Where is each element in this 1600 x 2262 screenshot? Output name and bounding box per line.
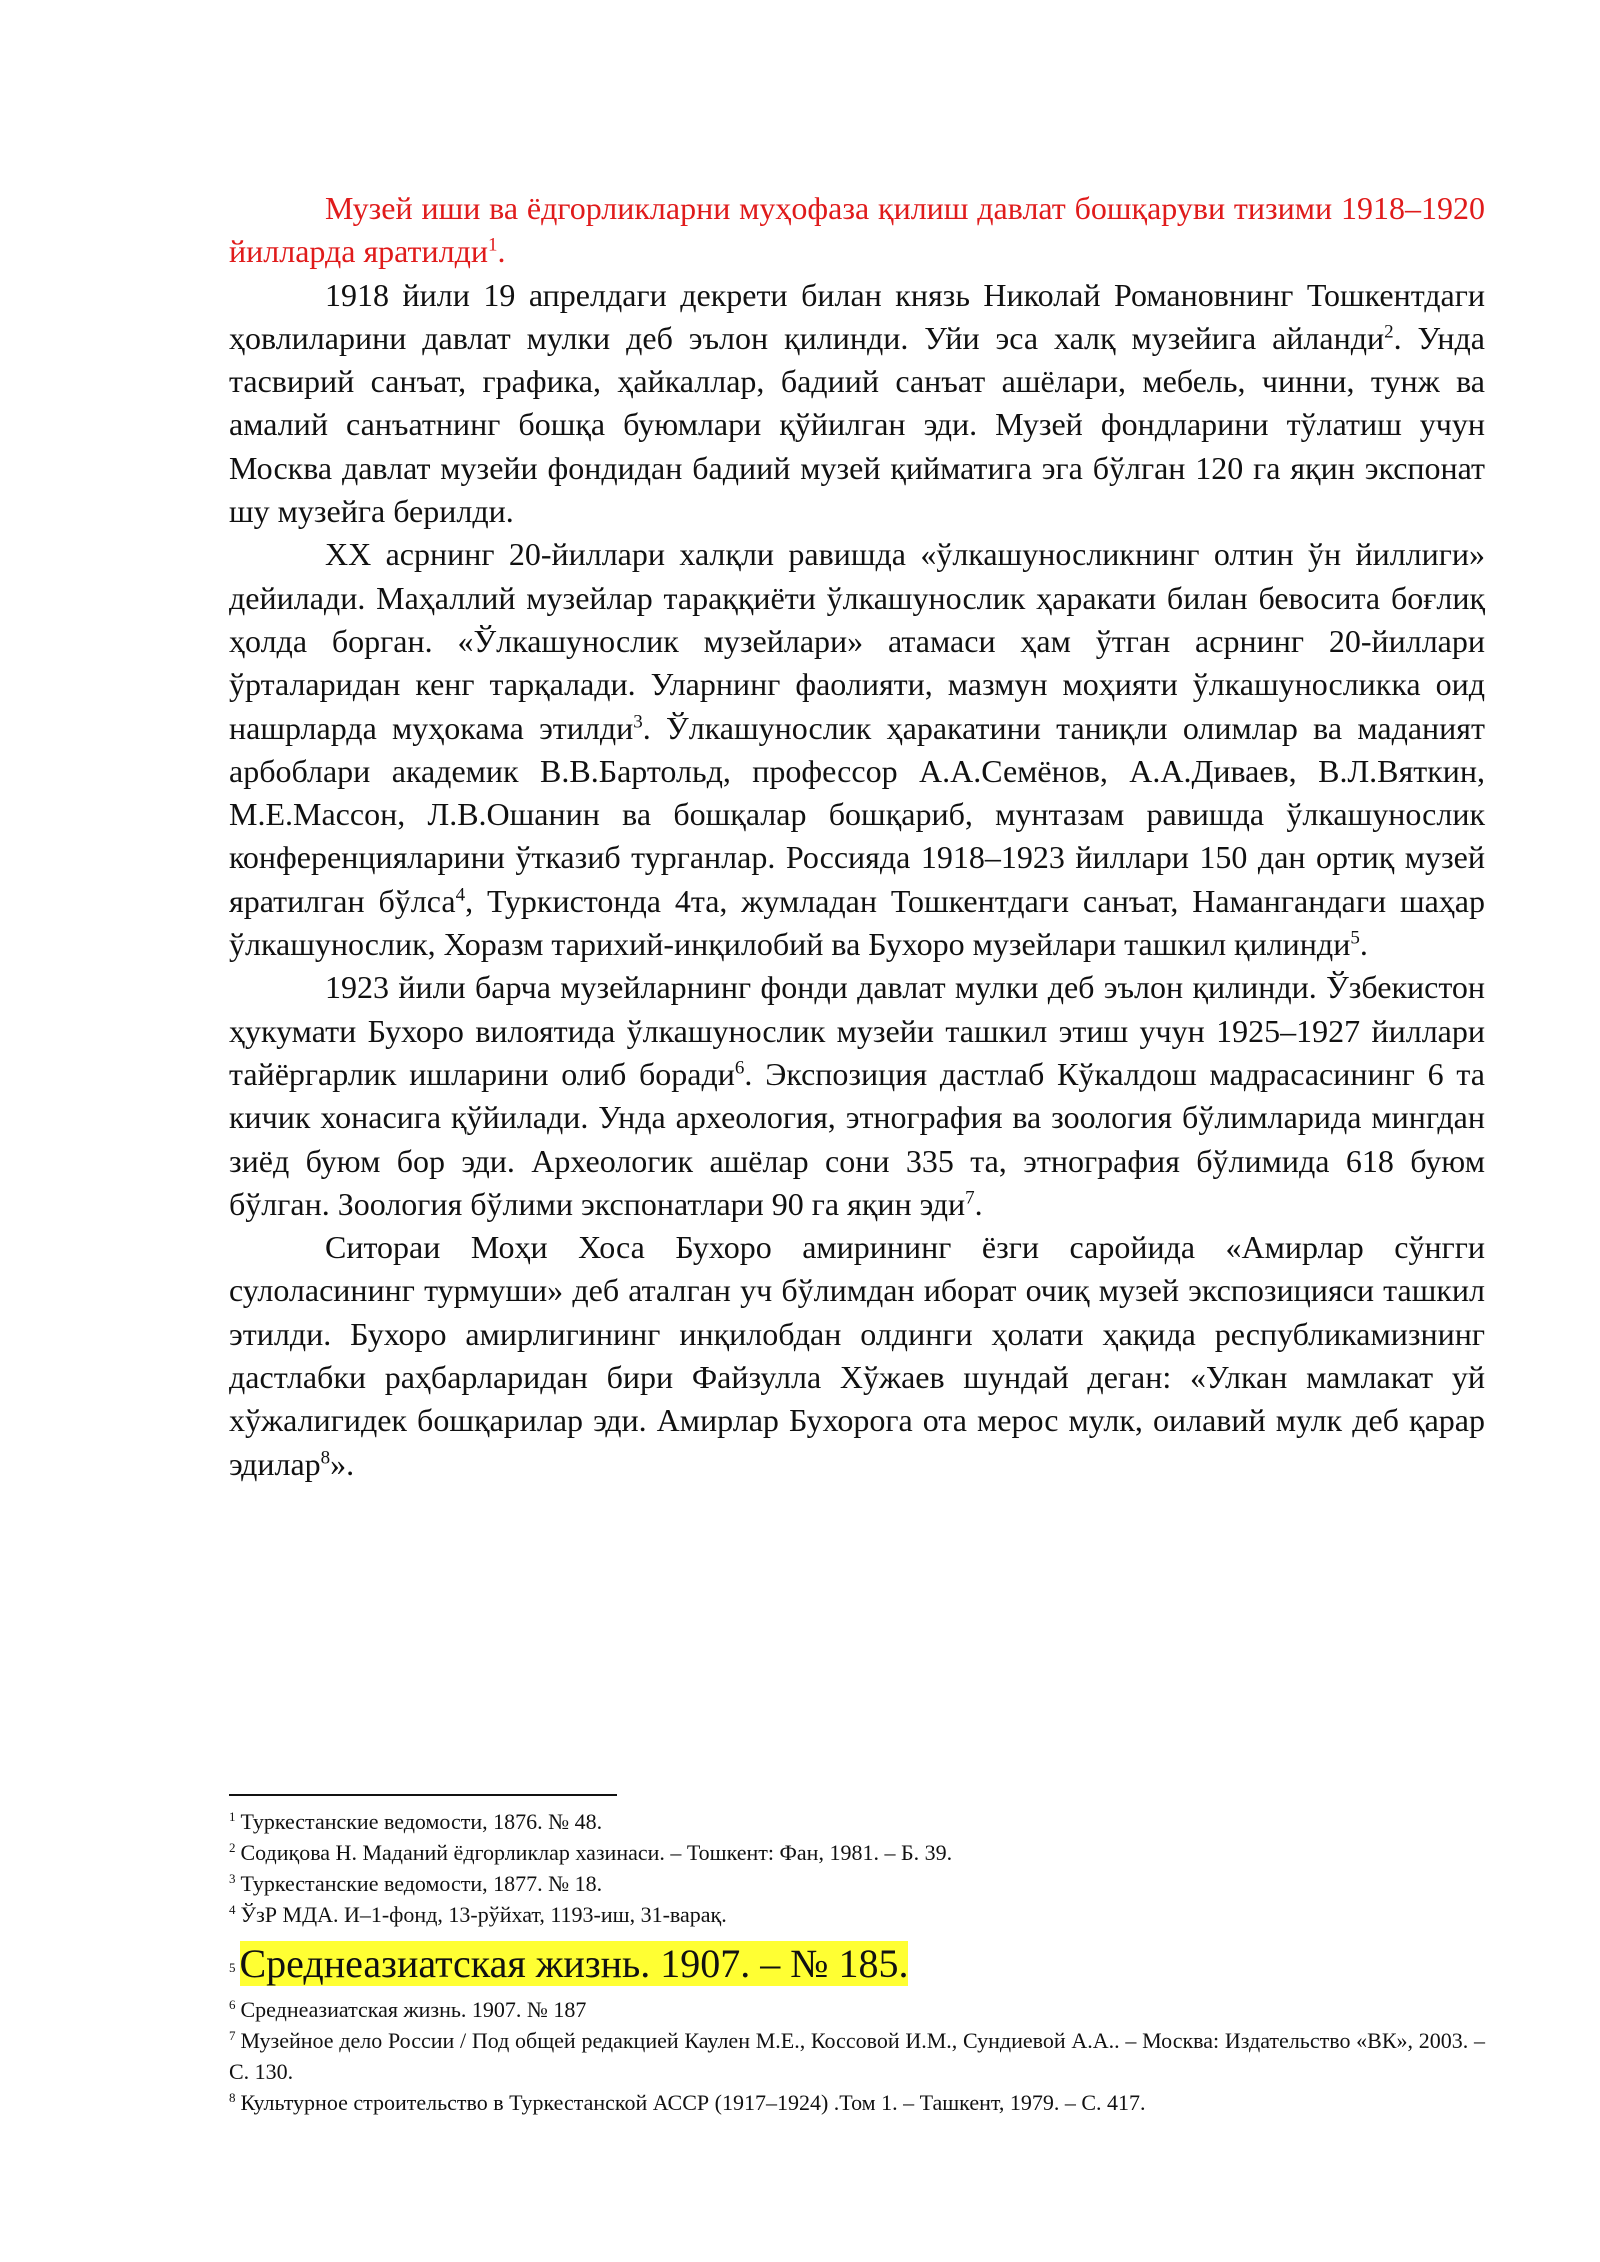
footnotes [229, 1806, 1485, 2118]
paragraph-2: XX асрнинг 20-йиллари халқли равишда «ўлкашуносликнинг олтин ўн йиллиги» дейилади. Маҳаллий музейлар тараққиёти ўлкашунослик ҳаракати билан бевосита боғлиқ ҳолда борган. «Ўлкашунослик музейлари» атамаси ҳам ўтган асрнинг 20-йиллари ўрталаридан кенг тарқалади. Уларнинг фаолияти, мазмун моҳияти ўлкашуносликка оид нашрларда муҳокама этилди$^3$. Ўлкашунослик ҳаракатини таниқли олимлар ва маданият арбоблари академик В.В.Бартольд, профессор А.А.Семёнов, А.А.Диваев, В.Л.Вяткин, М.Е.Массон, Л.В.Ошанин ва бошқалар бошқариб, мунтазам равишда ўлкашунослик конференцияларини ўтказиб турганлар. Россияда 1918–1923 йиллари 150 дан ортиқ музей яратилган бўлса$^4$, Туркистонда 4та, жумладан Тошкентдаги санъат, Намангандаги шаҳар ўлкашунослик, Хоразм тарихий-инқилобий ва Бухоро музейлари ташкил қилинди$^5$. [229, 536, 1486, 963]
footnote-ref[interactable]: 1 [488, 234, 498, 256]
footnote-8: $^8$ Культурное строительство в Туркестанской АССР (1917–1924) .Том 1. – Ташкент, 1979. – С. 417. [229, 2089, 1146, 2115]
footnote-separator [229, 1794, 617, 1796]
footnote-3: $^3$ Туркестанские ведомости, 1877. № 18. [229, 1870, 603, 1896]
footnote-6: $^6$ Среднеазиатская жизнь. 1907. № 187 [229, 1996, 587, 2022]
footnote-ref[interactable]: 7 [965, 1187, 975, 1209]
section-heading: Музей иши ва ёдгорликларни муҳофаза қилиш давлат бошқаруви тизими 1918–1920 йилларда яратилди$^1$. [229, 190, 1485, 270]
footnote-5: 5 Среднеазиатская жизнь. 1907. – № 185. [229, 1941, 909, 1986]
footnote-ref[interactable]: 6 [734, 1057, 745, 1079]
highlighted-text: Среднеазиатская жизнь. 1907. – № 185. [239, 1941, 909, 1986]
footnote-ref[interactable]: 5 [1350, 927, 1360, 949]
footnote-ref[interactable]: 2 [1384, 321, 1394, 343]
paragraph-1: 1918 йили 19 апрелдаги декрети билан князь Николай Романовнинг Тошкентдаги ҳовлиларини давлат мулки деб эълон қилинди. Уйи эса халқ музейига айланди$^2$. Унда тасвирий санъат, графика, ҳайкаллар, бадиий санъат ашёлари, мебель, чинни, тунж ва амалий санъатнинг бошқа буюмлари қўйилган эди. Музей фондларини тўлатиш учун Москва давлат музейи фондидан бадиий музей қийматига эга бўлган 120 га яқин экспонат шу музейга берилди. [229, 276, 1486, 530]
footnote-4: $^4$ ЎзР МДА. И–1-фонд, 13-рўйхат, 1193-иш, 31-варақ. [229, 1901, 727, 1927]
paragraph-4: Ситораи Моҳи Хоса Бухоро амирининг ёзги саройида «Амирлар сўнгги сулоласининг турмуши» деб аталган уч бўлимдан иборат очиқ музей экспозицияси ташкил этилди. Бухоро амирлигининг инқилобдан олдинги ҳолати ҳақида республикамизнинг дастлабки раҳбарларидан бири Файзулла Хўжаев шундай деган: «Улкан мамлакат уй хўжалигидек бошқарилар эди. Амирлар Бухорога ота мерос мулк, оилавий мулк деб қарар эдилар$^8$». [229, 1229, 1485, 1482]
footnote-7: $^7$ Музейное дело России / Под общей редакцией Каулен М.Е., Коссовой И.М., Сундиевой А.А.. – Москва: Издательство «ВК», 2003. – С. 130. [229, 2027, 1485, 2084]
footnote-ref[interactable]: 4 [455, 884, 466, 906]
paragraph-3: 1923 йили барча музейларнинг фонди давлат мулки деб эълон қилинди. Ўзбекистон ҳукумати Бухоро вилоятида ўлкашунослик музейи ташкил этиш учун 1925–1927 йиллари тайёргарлик ишларини олиб боради$^6$. Экспозиция дастлаб Кўкалдош мадрасасининг 6 та кичик хонасига қўйилади. Унда археология, этнография ва зоология бўлимларида мингдан зиёд буюм бор эди. Археологик ашёлар сони 335 та, этнография бўлимида 618 буюм бўлган. Зоология бўлими экспонатлари 90 га яқин эди$^7$. [229, 969, 1486, 1222]
document-body [229, 187, 1485, 1486]
footnote-ref[interactable]: 8 [320, 1446, 331, 1468]
footnote-2: $^2$ Содиқова Н. Маданий ёдгорликлар хазинаси. – Тошкент: Фан, 1981. – Б. 39. [229, 1839, 953, 1865]
footnote-1: $^1$ Туркестанские ведомости, 1876. № 48. [229, 1808, 603, 1834]
footnote-ref[interactable]: 3 [633, 710, 643, 732]
